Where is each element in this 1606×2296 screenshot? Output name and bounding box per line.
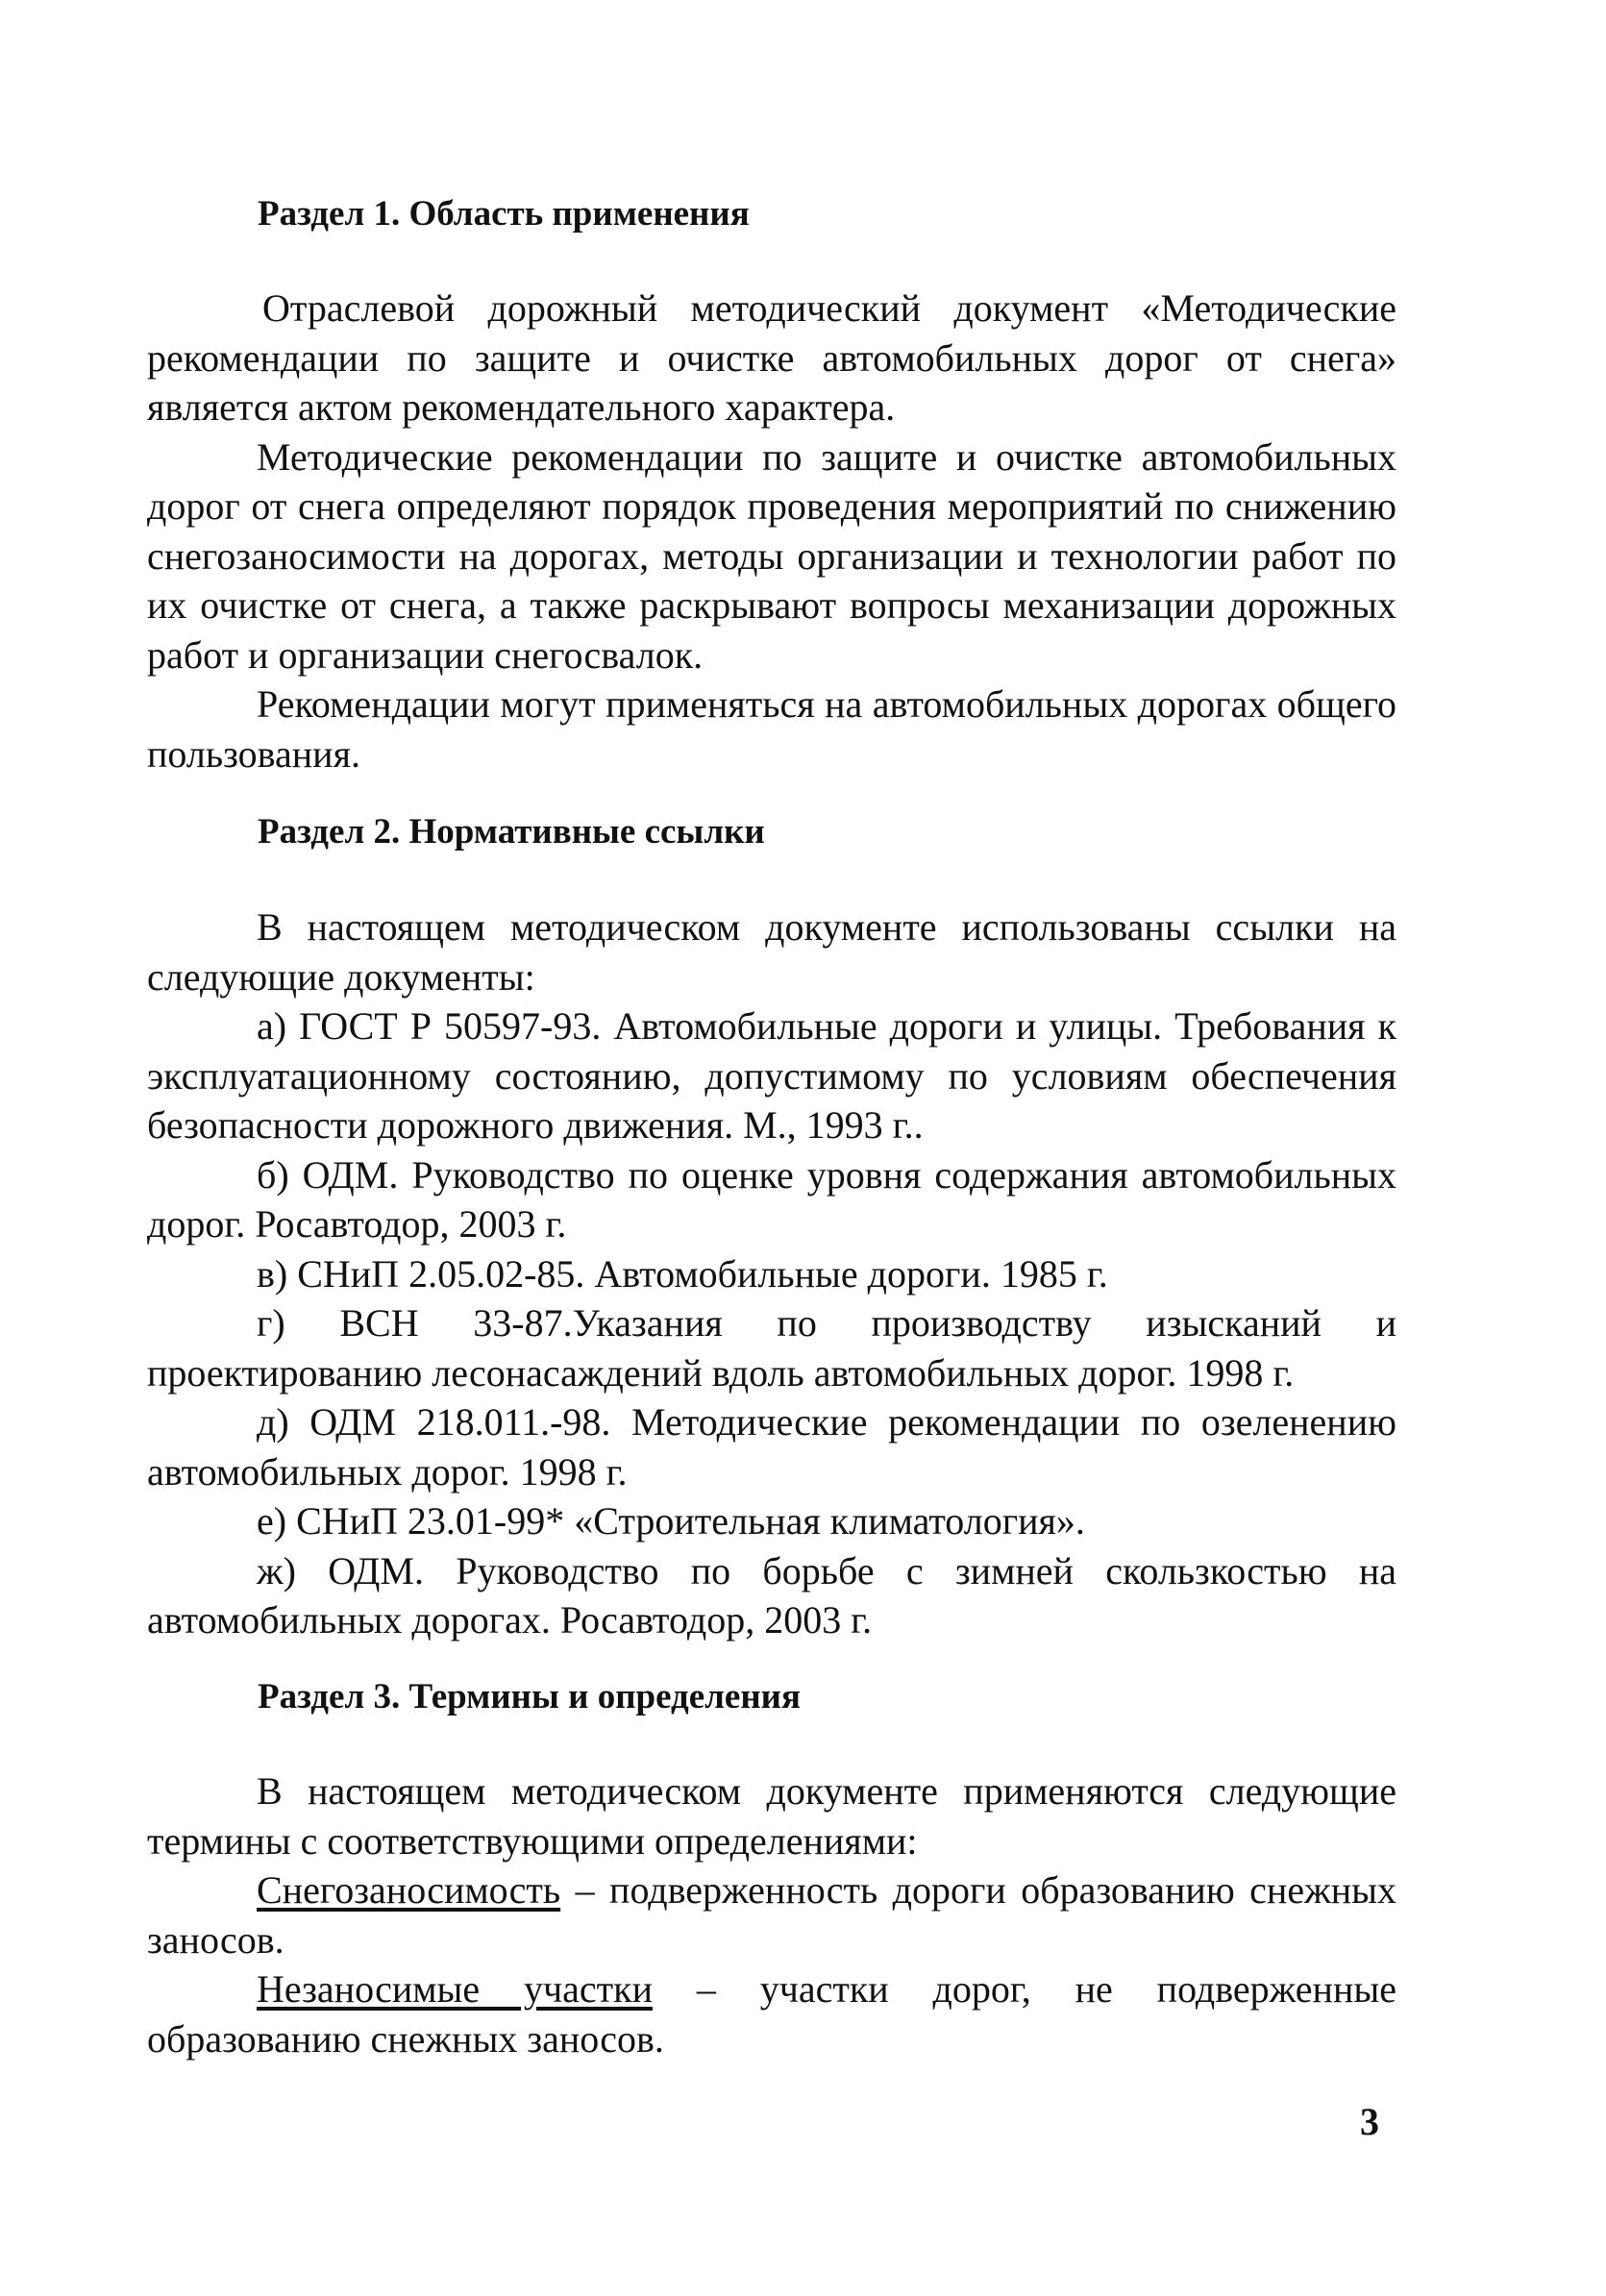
term-definition [147, 1865, 1396, 1964]
reference-item: ж) ОДМ. Руководство по борьбе с зимней скользкостью на автомобильных дорогах. Росавтодор, 2003 г. [147, 1548, 1396, 1642]
term-text: – участки дорог, не подверженные образованию снежных заносов. [147, 1967, 1396, 2061]
section-3-body [147, 1766, 1396, 2063]
term-name: Незаносимые участки [257, 1967, 653, 2011]
reference-item: д) ОДМ 218.011.-98. Методические рекомендации по озеленению автомобильных дорог. 1998 г. [147, 1400, 1396, 1494]
section-1-paragraph: Рекомендации могут применяться на автомобильных дорогах общего пользования. [147, 682, 1396, 776]
term-text: – подверженность дороги образованию снежных заносов. [147, 1868, 1396, 1962]
section-3-intro: В настоящем методическом документе применяются следующие термины с соответствующими определениями: [147, 1769, 1396, 1863]
reference-item: е) СНиП 23.01-99* «Строительная климатология». [257, 1499, 1085, 1543]
section-2-intro: В настоящем методическом документе использованы ссылки на следующие документы: [147, 905, 1396, 999]
term-definition [147, 1964, 1396, 2063]
section-1-paragraph: Отраслевой дорожный методический документ «Методические рекомендации по защите и очистке автомобильных дорог от снега» является актом рекомендательного характера. [147, 286, 1396, 429]
reference-item: в) СНиП 2.05.02-85. Автомобильные дороги. 1985 г. [257, 1251, 1108, 1296]
reference-item: а) ГОСТ Р 50597-93. Автомобильные дороги и улицы. Требования к эксплуатационному состоянию, допустимому по условиям обеспечения безопасности дорожного движения. М., 1993 г.. [147, 1004, 1396, 1147]
section-1-heading: Раздел 1. Область применения [258, 194, 750, 234]
reference-item: г) ВСН 33-87.Указания по производству изысканий и проектированию лесонасаждений вдоль автомобильных дорог. 1998 г. [147, 1301, 1396, 1395]
section-1-paragraph: Методические рекомендации по защите и очистке автомобильных дорог от снега определяют порядок проведения мероприятий по снижению снегозаносимости на дорогах, методы организации и технологии работ по их очистке от снега, а также раскрывают вопросы механизации дорожных работ и организации снегосвалок. [147, 434, 1396, 677]
term-name: Снегозаносимость [257, 1868, 561, 1912]
section-2-heading: Раздел 2. Нормативные ссылки [258, 812, 765, 852]
section-3-heading: Раздел 3. Термины и определения [258, 1677, 802, 1716]
reference-item: б) ОДМ. Руководство по оценке уровня содержания автомобильных дорог. Росавтодор, 2003 г. [147, 1152, 1396, 1246]
section-2-body [147, 902, 1396, 1645]
section-1-body [147, 284, 1396, 778]
page-number: 3 [1360, 2100, 1379, 2143]
